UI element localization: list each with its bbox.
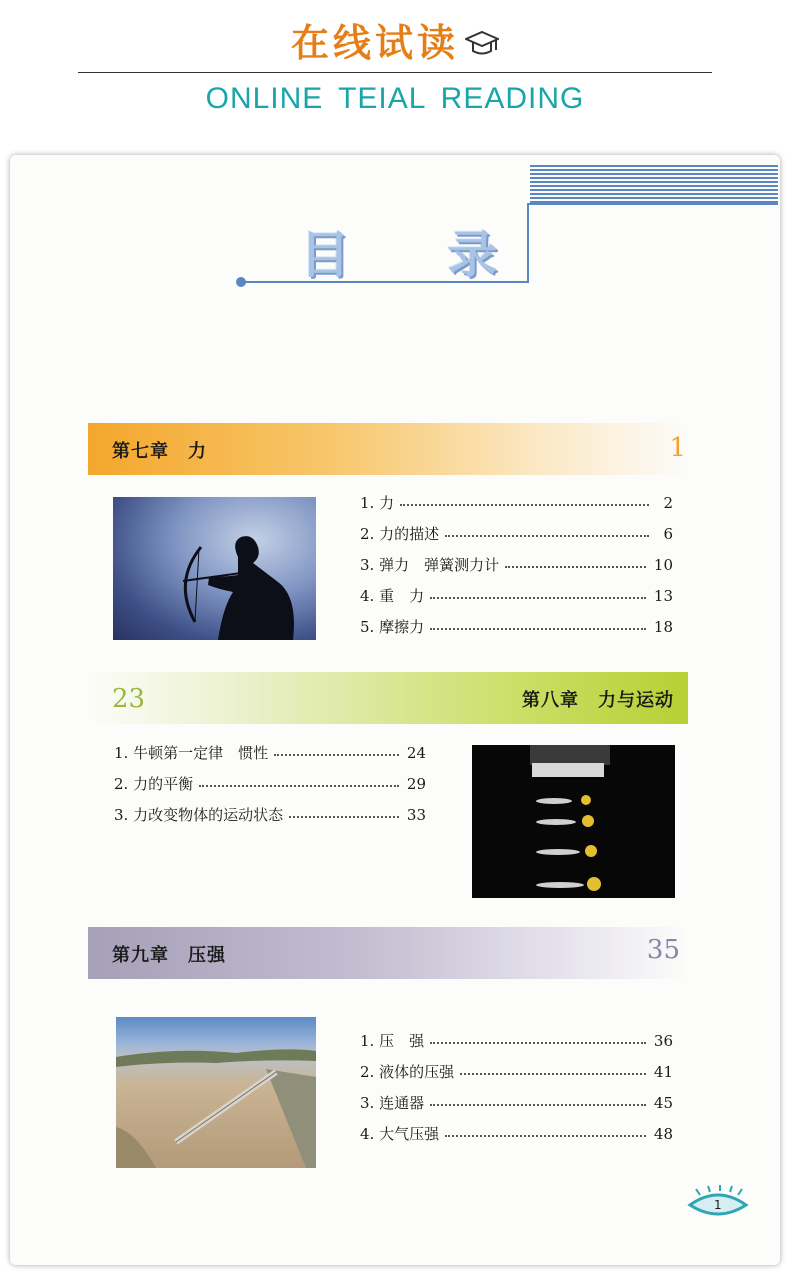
toc-leader: [199, 785, 399, 787]
dam-photo: [116, 1017, 316, 1168]
toc-leader: [274, 754, 399, 756]
toc-entry-label: 2. 力的描述: [360, 525, 440, 543]
chapter-title: 第七章 力: [112, 441, 207, 462]
chapter-title: 第九章 压强: [112, 945, 226, 966]
header-title-text: 在线试读: [290, 21, 459, 65]
toc-entry-page: 2: [663, 493, 673, 512]
toc-entry-page: 36: [653, 1031, 673, 1050]
toc-leader: [505, 566, 646, 568]
toc-entry-label: 1. 压 强: [360, 1032, 425, 1050]
decorative-stripes: [530, 165, 778, 203]
toc-entry-label: 4. 大气压强: [360, 1125, 440, 1143]
toc-entry-page: 10: [653, 555, 673, 574]
toc-entry-page: 45: [653, 1093, 673, 1112]
toc-leader: [445, 535, 649, 537]
toc-entry-label: 4. 重 力: [360, 587, 425, 605]
chapter-8-toc: [114, 737, 426, 830]
page-number: 1: [714, 1198, 722, 1212]
toc-entry-label: 1. 牛顿第一定律 惯性: [114, 744, 269, 762]
toc-leader: [430, 628, 646, 630]
chapter-title: 第八章 力与运动: [522, 690, 674, 711]
header-divider: [78, 72, 712, 73]
eye-icon: [686, 1185, 750, 1223]
toc-entry-label: 5. 摩擦力: [360, 618, 425, 636]
toc-leader: [430, 1104, 646, 1106]
toc-entry-label: 3. 连通器: [360, 1094, 425, 1112]
toc-entry[interactable]: [360, 518, 673, 549]
chapter-9-toc: [360, 1025, 673, 1149]
toc-entry-page: 29: [406, 774, 426, 793]
toc-entry-page: 48: [653, 1124, 673, 1143]
toc-entry-page: 18: [653, 617, 673, 636]
header-title: [0, 12, 790, 68]
chapter-page-number: 23: [112, 684, 146, 714]
toc-entry[interactable]: [360, 580, 673, 611]
motion-photo: [472, 745, 675, 898]
toc-heading: 目 录: [300, 226, 538, 284]
toc-entry[interactable]: [114, 799, 426, 830]
toc-entry[interactable]: [360, 611, 673, 642]
toc-entry[interactable]: [360, 549, 673, 580]
toc-entry-page: 6: [663, 524, 673, 543]
chapter-band-8: [88, 672, 688, 724]
toc-leader: [460, 1073, 646, 1075]
toc-entry[interactable]: [114, 737, 426, 768]
toc-entry[interactable]: [360, 487, 673, 518]
header-subtitle: ONLINE TEIAL READING: [205, 82, 585, 115]
toc-entry-label: 2. 力的平衡: [114, 775, 194, 793]
chapter-7-toc: [360, 487, 673, 642]
chapter-band-7: [88, 423, 688, 475]
frame-line-top: [527, 203, 778, 205]
toc-entry[interactable]: [360, 1087, 673, 1118]
toc-leader: [430, 597, 646, 599]
toc-entry-page: 24: [406, 743, 426, 762]
toc-entry-page: 13: [653, 586, 673, 605]
toc-entry[interactable]: [360, 1056, 673, 1087]
toc-entry-label: 3. 力改变物体的运动状态: [114, 806, 284, 824]
toc-leader: [430, 1042, 646, 1044]
toc-entry[interactable]: [360, 1025, 673, 1056]
chapter-page-number: 1: [669, 433, 686, 463]
toc-entry-label: 1. 力: [360, 494, 395, 512]
frame-dot: [236, 277, 246, 287]
archer-photo: [113, 497, 316, 640]
toc-leader: [289, 816, 399, 818]
toc-leader: [400, 504, 649, 506]
toc-leader: [445, 1135, 646, 1137]
chapter-band-9: [88, 927, 688, 979]
book-page: [10, 155, 780, 1265]
chapter-page-number: 35: [646, 935, 680, 965]
toc-entry-label: 3. 弹力 弹簧测力计: [360, 556, 500, 574]
toc-entry[interactable]: [114, 768, 426, 799]
toc-entry-page: 41: [653, 1062, 673, 1081]
toc-entry[interactable]: [360, 1118, 673, 1149]
toc-entry-label: 2. 液体的压强: [360, 1063, 455, 1081]
graduation-cap-icon: [465, 24, 499, 68]
toc-entry-page: 33: [406, 805, 426, 824]
